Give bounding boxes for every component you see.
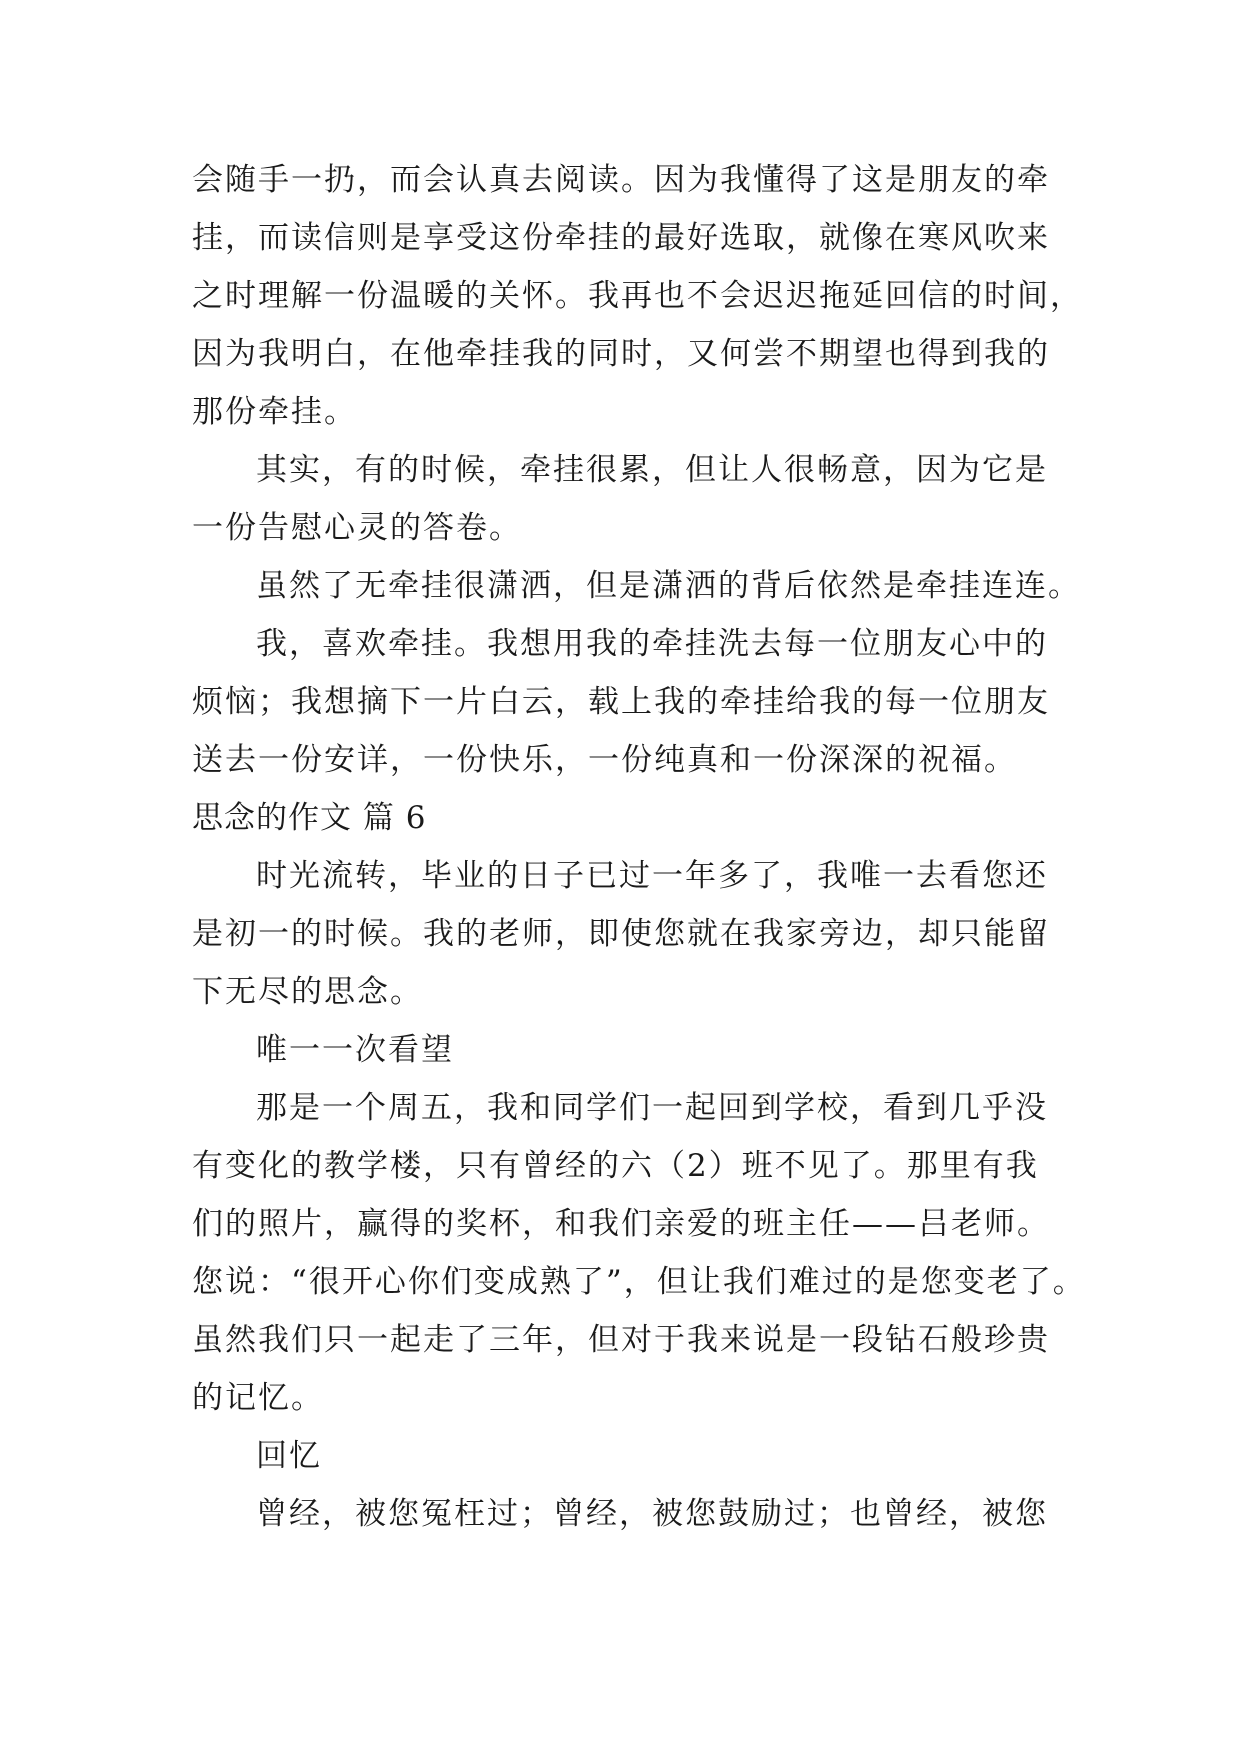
- text-line: 时光流转，毕业的日子已过一年多了，我唯一去看您还: [256, 858, 1048, 894]
- section-heading: 思念的作文 篇 6: [192, 800, 427, 836]
- text-line: 虽然了无牵挂很潇洒，但是潇洒的背后依然是牵挂连连。: [256, 568, 1081, 604]
- text-line: 挂，而读信则是享受这份牵挂的最好选取，就像在寒风吹来: [192, 220, 1050, 256]
- text-line: 因为我明白，在他牵挂我的同时，又何尝不期望也得到我的: [192, 336, 1050, 372]
- text-line: 会随手一扔，而会认真去阅读。因为我懂得了这是朋友的牵: [192, 162, 1050, 198]
- text-line: 是初一的时候。我的老师，即使您就在我家旁边，却只能留: [192, 916, 1050, 952]
- text-line: 其实，有的时候，牵挂很累，但让人很畅意，因为它是: [256, 452, 1048, 488]
- text-line: 们的照片，赢得的奖杯，和我们亲爱的班主任——吕老师。: [192, 1206, 1050, 1242]
- text-line: 有变化的教学楼，只有曾经的六（2）班不见了。那里有我: [192, 1148, 1039, 1184]
- text-line: 烦恼；我想摘下一片白云，载上我的牵挂给我的每一位朋友: [192, 684, 1050, 720]
- text-line: 我，喜欢牵挂。我想用我的牵挂洗去每一位朋友心中的: [256, 626, 1048, 662]
- text-line: 送去一份安详，一份快乐，一份纯真和一份深深的祝福。: [192, 742, 1017, 778]
- text-line: 的记忆。: [192, 1380, 324, 1416]
- text-line: 那份牵挂。: [192, 394, 357, 430]
- text-line: 一份告慰心灵的答卷。: [192, 510, 522, 546]
- subheading: 唯一一次看望: [256, 1032, 454, 1068]
- text-line: 虽然我们只一起走了三年，但对于我来说是一段钻石般珍贵: [192, 1322, 1050, 1358]
- subheading: 回忆: [256, 1438, 322, 1474]
- text-line: 之时理解一份温暖的关怀。我再也不会迟迟拖延回信的时间，: [192, 278, 1083, 314]
- text-line: 那是一个周五，我和同学们一起回到学校，看到几乎没: [256, 1090, 1048, 1126]
- text-line: 曾经，被您冤枉过；曾经，被您鼓励过；也曾经，被您: [256, 1496, 1048, 1532]
- text-line: 下无尽的思念。: [192, 974, 423, 1010]
- text-line: 您说：“很开心你们变成熟了”，但让我们难过的是您变老了。: [192, 1264, 1086, 1300]
